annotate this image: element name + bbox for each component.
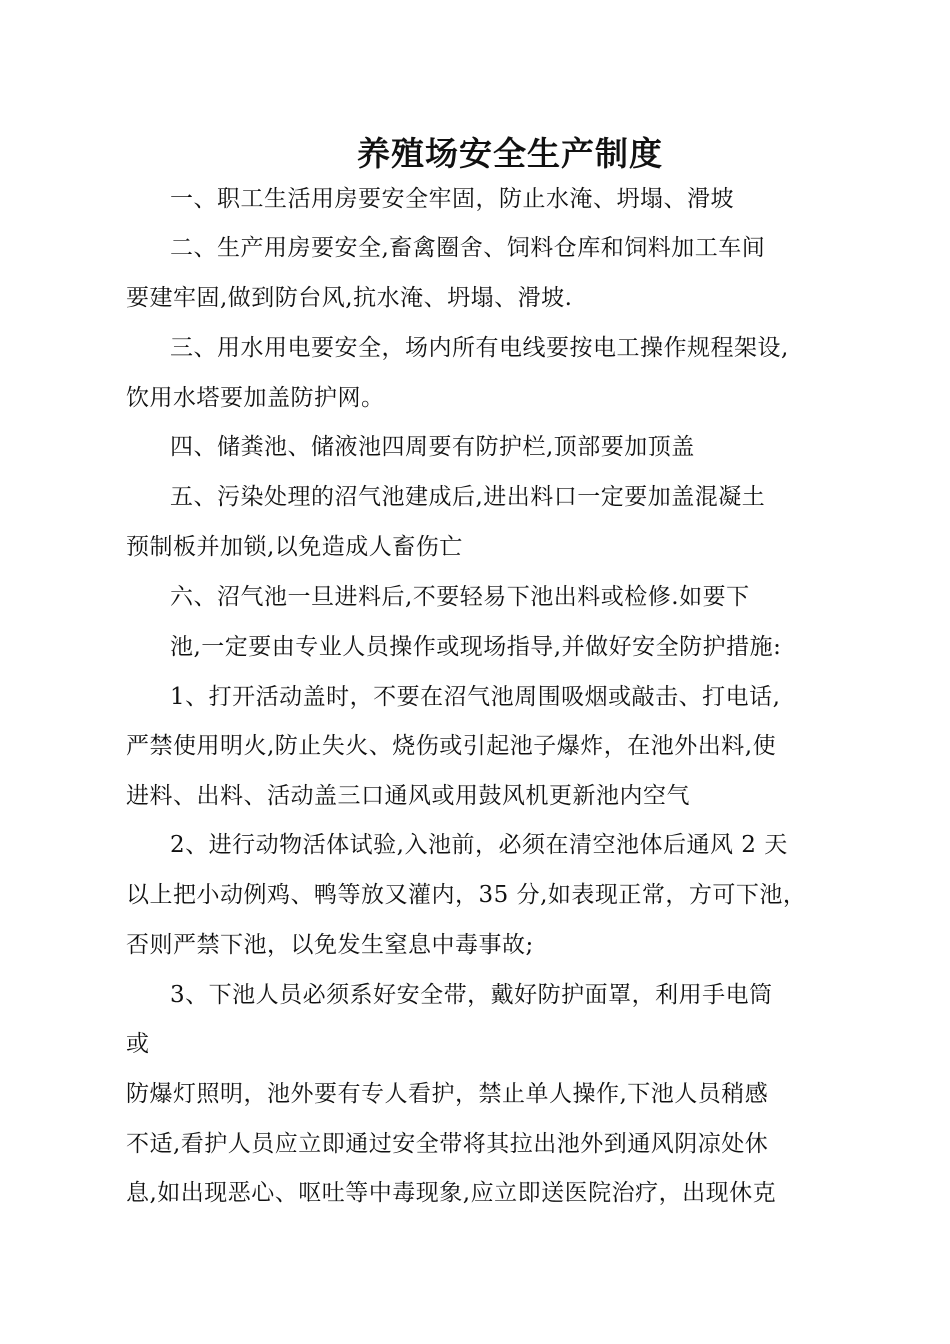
text-line-11: 1、打开活动盖时，不要在沼气池周围吸烟或敲击、打电话, xyxy=(170,684,781,710)
text-line-2: 二、生产用房要安全,畜禽圈舍、饲料仓库和饲料加工车间 xyxy=(170,235,766,261)
text-line-21: 息,如出现恶心、呕吐等中毒现象,应立即送医院治疗，出现休克 xyxy=(126,1180,777,1206)
text-line-4: 三、用水用电要安全，场内所有电线要按电工操作规程架设, xyxy=(170,335,789,361)
text-line-17: 3、下池人员必须系好安全带，戴好防护面罩，利用手电筒 xyxy=(170,982,773,1008)
text-line-19: 防爆灯照明，池外要有专人看护，禁止单人操作,下池人员稍感 xyxy=(126,1081,769,1107)
text-line-9: 六、沼气池一旦进料后,不要轻易下池出料或检修.如要下 xyxy=(170,584,750,610)
text-line-20: 不适,看护人员应立即通过安全带将其拉出池外到通风阴凉处休 xyxy=(126,1131,769,1157)
text-line-14: 2、进行动物活体试验,入池前，必须在清空池体后通风 2 天 xyxy=(170,832,788,858)
text-line-8: 预制板并加锁,以免造成人畜伤亡 xyxy=(126,534,463,560)
document-title: 养殖场安全生产制度 xyxy=(357,134,663,173)
text-line-6: 四、储粪池、储液池四周要有防护栏,顶部要加顶盖 xyxy=(170,434,695,460)
text-line-18: 或 xyxy=(126,1031,150,1057)
text-line-7: 五、污染处理的沼气池建成后,进出料口一定要加盖混凝土 xyxy=(170,484,766,510)
text-line-13: 进料、出料、活动盖三口通风或用鼓风机更新池内空气 xyxy=(126,783,690,809)
text-line-10: 池,一定要由专业人员操作或现场指导,并做好安全防护措施: xyxy=(170,634,782,660)
text-line-5: 饮用水塔要加盖防护网。 xyxy=(126,385,385,411)
text-line-1: 一、职工生活用房要安全牢固，防止水淹、坍塌、滑坡 xyxy=(170,186,734,212)
text-line-3: 要建牢固,做到防台风,抗水淹、坍塌、滑坡. xyxy=(126,285,573,311)
text-line-16: 否则严禁下池，以免发生窒息中毒事故; xyxy=(126,932,534,958)
text-line-15: 以上把小动例鸡、鸭等放又灌内，35 分,如表现正常，方可下池， xyxy=(126,882,807,908)
text-line-12: 严禁使用明火,防止失火、烧伤或引起池子爆炸，在池外出料,使 xyxy=(126,733,777,759)
